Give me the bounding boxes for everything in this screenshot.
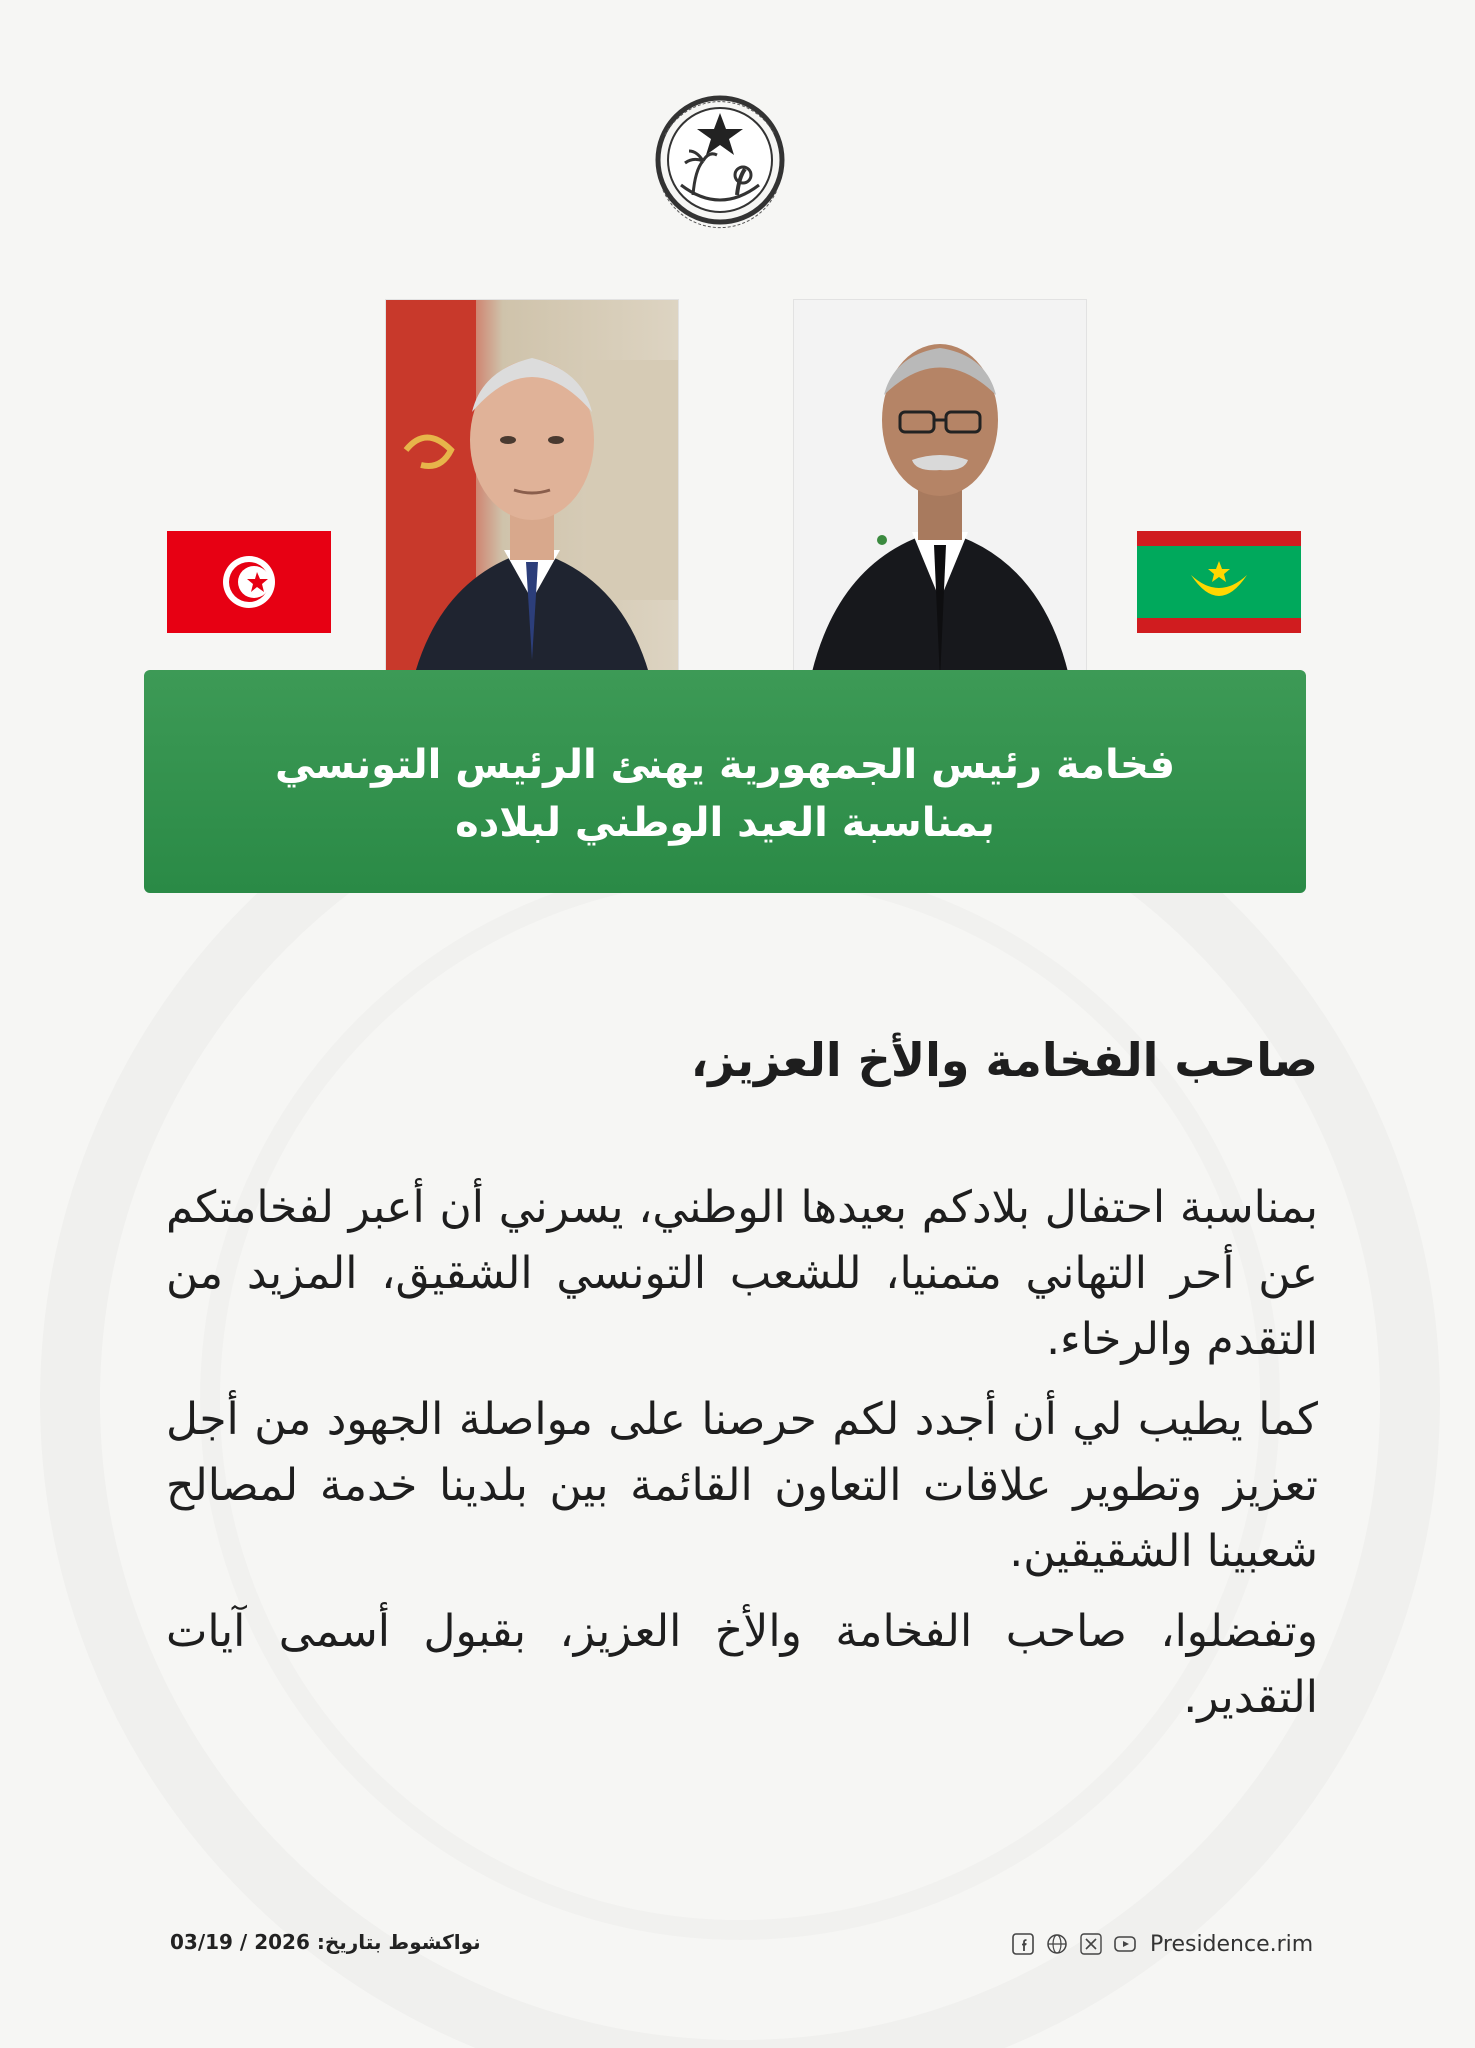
letter-paragraph-1: بمناسبة احتفال بلادكم بعيدها الوطني، يسرني أن أعبر لفخامتكم عن أحر التهاني متمنيا، للشعب التونسي الشقيق، المزيد من التقدم والرخاء. — [166, 1182, 1318, 1365]
footer-date: نواكشوط بتاريخ: 2026 / 03/19 — [170, 1930, 481, 1954]
letter-paragraph-2: كما يطيب لي أن أجدد لكم حرصنا على مواصلة الجهود من أجل تعزيز وتطوير علاقات التعاون القائمة بين بلدينا خدمة لمصالح شعبينا الشقيقين. — [166, 1394, 1318, 1577]
x-icon[interactable] — [1080, 1933, 1102, 1955]
letter-body — [166, 1025, 1318, 1745]
website-link[interactable]: Presidence.rim — [1150, 1931, 1314, 1957]
headline — [144, 736, 1306, 852]
headline-line-2: بمناسبة العيد الوطني لبلاده — [455, 800, 995, 846]
facebook-icon[interactable] — [1012, 1933, 1034, 1955]
letter-paragraph-3: وتفضلوا، صاحب الفخامة والأخ العزيز، بقبول أسمى آيات التقدير. — [166, 1606, 1318, 1723]
mauritania-flag-icon — [1137, 531, 1301, 633]
footer-social-links — [1012, 1927, 1313, 1961]
headline-line-1: فخامة رئيس الجمهورية يهنئ الرئيس التونسي — [274, 742, 1176, 788]
globe-icon[interactable] — [1046, 1933, 1068, 1955]
presidency-seal-logo — [625, 65, 815, 255]
portrait-mauritanian-president — [794, 300, 1086, 715]
tunisia-flag-icon — [167, 531, 331, 633]
portrait-tunisian-president — [386, 300, 678, 715]
youtube-icon[interactable] — [1114, 1933, 1136, 1955]
letter-salutation: صاحب الفخامة والأخ العزيز، — [690, 1033, 1318, 1087]
